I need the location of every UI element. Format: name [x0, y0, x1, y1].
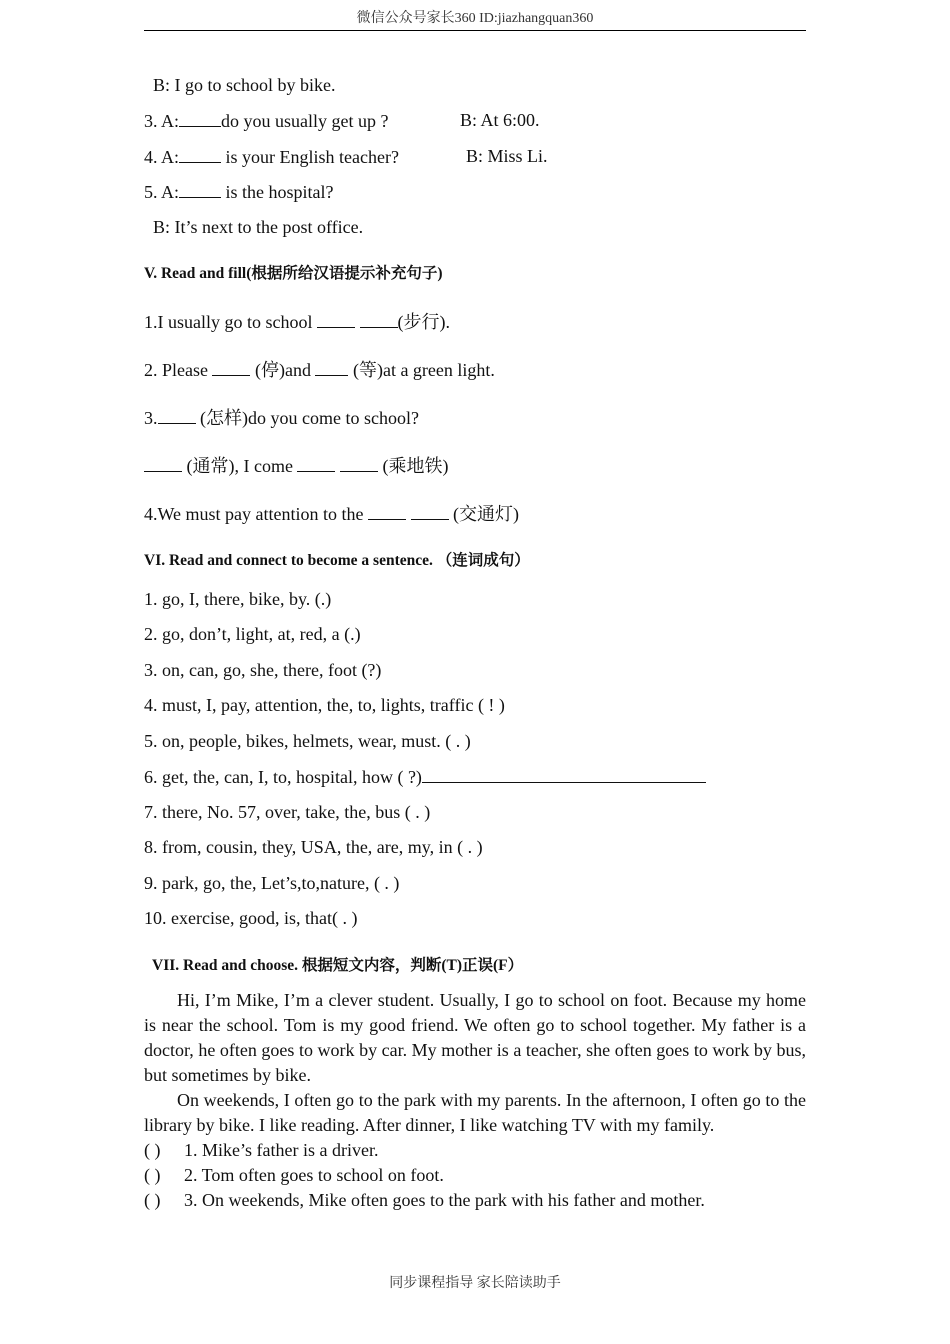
- fill-q3-text: (怎样)do you come to school?: [195, 408, 419, 428]
- q3-question-line: [144, 109, 389, 132]
- q5-prefix: 5. A:: [144, 182, 180, 202]
- fill-q2: [144, 358, 495, 381]
- tf-item-2-text: 2. Tom often goes to school on foot.: [184, 1165, 444, 1185]
- answer-line[interactable]: [422, 765, 706, 783]
- fill-q3-prefix: 3.: [144, 408, 158, 428]
- page-footer: 同步课程指导 家长陪读助手: [389, 1276, 561, 1291]
- connect-item-2: 2. go, don’t, light, at, red, a (.): [144, 624, 361, 644]
- q4-answer: B: Miss Li.: [466, 146, 548, 166]
- fill-q4-blank-1[interactable]: [368, 502, 406, 520]
- fill-q3-blank-1[interactable]: [158, 406, 196, 424]
- fill-q1-blank-2[interactable]: [360, 310, 398, 328]
- connect-item-9: 9. park, go, the, Let’s,to,nature, ( . ): [144, 873, 400, 893]
- fill-q2-text: 2. Please: [144, 360, 213, 380]
- q5-blank[interactable]: [179, 180, 221, 198]
- q3-text: do you usually get up ?: [221, 111, 389, 131]
- connect-item-1: 1. go, I, there, bike, by. (.): [144, 589, 332, 609]
- section5-heading: V. Read and fill(根据所给汉语提示补充句子): [144, 265, 443, 282]
- fill-q1-blank-1[interactable]: [317, 310, 355, 328]
- connect-item-7: 7. there, No. 57, over, take, the, bus ( . ): [144, 802, 431, 822]
- fill-q3b-post: (乘地铁): [377, 456, 449, 476]
- tf-answer-box-2[interactable]: ( ): [144, 1165, 161, 1185]
- connect-item-5: 5. on, people, bikes, helmets, wear, must. ( . ): [144, 731, 471, 751]
- q4-question-line: [144, 145, 399, 168]
- tf-answer-box-3[interactable]: ( ): [144, 1190, 161, 1210]
- fill-q4: [144, 502, 519, 525]
- connect-item-6-row: [144, 765, 706, 788]
- tf-answer-box-1[interactable]: ( ): [144, 1140, 161, 1160]
- tf-item-3-text: 3. On weekends, Mike often goes to the park with his father and mother.: [184, 1190, 705, 1210]
- tf-item-3: [144, 1189, 705, 1211]
- connect-item-3: 3. on, can, go, she, there, foot (?): [144, 660, 382, 680]
- q5-text: is the hospital?: [221, 182, 334, 202]
- q3-answer: B: At 6:00.: [460, 110, 540, 130]
- fill-q2-post: (等)at a green light.: [348, 360, 495, 380]
- connect-item-8: 8. from, cousin, they, USA, the, are, my, in ( . ): [144, 837, 483, 857]
- fill-q4-text: 4.We must pay attention to the: [144, 504, 369, 524]
- page-header: 微信公众号家长360 ID:jiazhangquan360: [144, 10, 806, 31]
- q4-prefix: 4. A:: [144, 147, 180, 167]
- fill-q2-mid: (停)and: [250, 360, 316, 380]
- fill-q3b-blank-3[interactable]: [340, 454, 378, 472]
- section7-heading: VII. Read and choose. 根据短文内容，判断(T)正误(F）: [152, 957, 524, 974]
- fill-q4-blank-2[interactable]: [411, 502, 449, 520]
- fill-q1-text: 1.I usually go to school: [144, 312, 317, 332]
- tf-item-1-text: 1. Mike’s father is a driver.: [184, 1140, 379, 1160]
- tf-item-1: [144, 1139, 378, 1161]
- fill-q3: [144, 406, 419, 429]
- connect-item-10: 10. exercise, good, is, that( . ): [144, 908, 358, 928]
- fill-q1-hint: (步行).: [397, 312, 450, 332]
- q5-answer-line: B: It’s next to the post office.: [153, 217, 364, 237]
- fill-q3b-blank-1[interactable]: [144, 454, 182, 472]
- fill-q2-blank-1[interactable]: [212, 358, 250, 376]
- tf-item-2: [144, 1164, 444, 1186]
- section6-heading: VI. Read and connect to become a sentence. （连词成句）: [144, 552, 530, 569]
- fill-q2-blank-2[interactable]: [315, 358, 348, 376]
- q3-prefix: 3. A:: [144, 111, 180, 131]
- passage-paragraph-1: Hi, I’m Mike, I’m a clever student. Usually, I go to school on foot. Because my home is near the school. Tom is my good friend. We often go to school together. My father is a doctor, he often goes to work by car. My mother is a teacher, she often goes to work by bus, but sometimes by bike.: [144, 990, 806, 1085]
- connect-item-4: 4. must, I, pay, attention, the, to, lights, traffic ( ! ): [144, 695, 505, 715]
- q2-answer-line: B: I go to school by bike.: [153, 75, 336, 95]
- q4-text: is your English teacher?: [221, 147, 399, 167]
- q4-blank[interactable]: [179, 145, 221, 163]
- fill-q3b-mid: (通常), I come: [182, 456, 298, 476]
- q5-question-line: [144, 180, 334, 203]
- q3-blank[interactable]: [179, 109, 221, 127]
- fill-q3b-blank-2[interactable]: [297, 454, 335, 472]
- connect-item-6: 6. get, the, can, I, to, hospital, how ( ?): [144, 767, 422, 787]
- fill-q4-post: (交通灯): [448, 504, 520, 524]
- fill-q1: [144, 310, 450, 333]
- passage-paragraph-2: On weekends, I often go to the park with my parents. In the afternoon, I often go to the library by bike. I like reading. After dinner, I like watching TV with my family.: [144, 1090, 806, 1135]
- fill-q3b: [144, 454, 448, 477]
